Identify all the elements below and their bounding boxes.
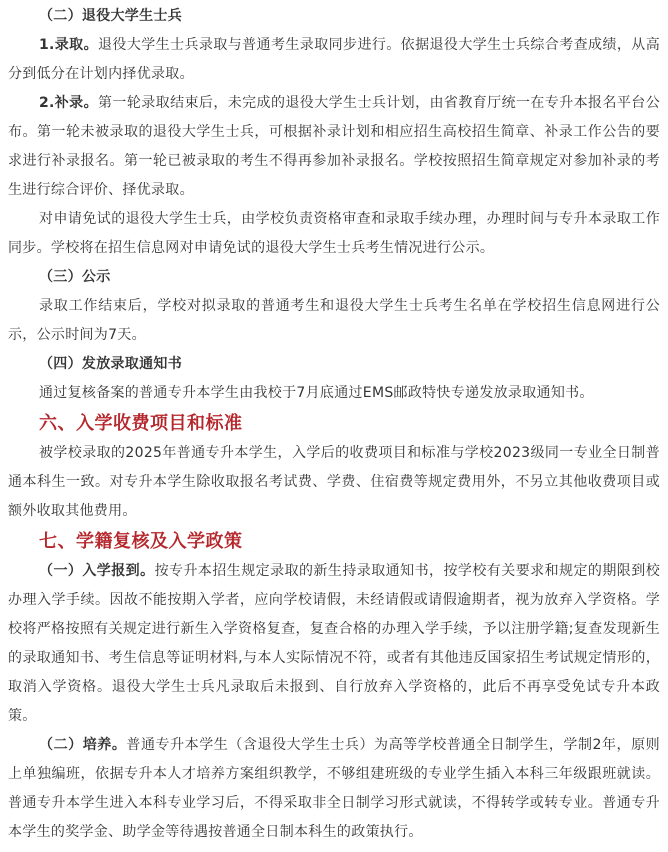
paragraph-notice: 通过复核备案的普通专升本学生由我校于7月底通过EMS邮政特快专递发放录取通知书。 xyxy=(39,385,594,401)
paragraph-lead: （一）入学报到。 xyxy=(39,563,155,579)
section-heading-enrollment: 七、学籍复核及入学政策 xyxy=(39,531,243,552)
subsection-title-veterans: （二）退役大学生士兵 xyxy=(39,8,182,24)
section-6 xyxy=(8,409,660,526)
paragraph-training xyxy=(8,731,660,847)
paragraph-body: 按专升本招生规定录取的新生持录取通知书，按学校有关要求和规定的期限到校办理入学手续。因故不能按期入学者，应向学校请假，未经请假或请假逾期者，视为放弃入学资格。学校将严格按照有关规定进行新生入学资格复查，复查合格的办理入学手续，予以注册学籍;复查发现新生的录取通知书、考生信息等证明材料,与本人实际情况不符，或者有其他违反国家招生考试规定情形的，取消入学资格。退役大学生士兵凡录取后未报到、自行放弃入学资格的，此后不再享受免试专升本政策。 xyxy=(8,563,660,724)
paragraph-lead: 1.录取。 xyxy=(39,37,99,53)
section-5-continuation xyxy=(8,2,660,408)
section-heading-fees: 六、入学收费项目和标准 xyxy=(39,413,243,434)
subsection-title-notice: （四）发放录取通知书 xyxy=(39,356,182,372)
section-7 xyxy=(8,527,660,847)
paragraph-admission xyxy=(8,31,660,89)
paragraph-registration xyxy=(8,557,660,731)
paragraph-exemption: 对申请免试的退役大学生士兵，由学校负责资格审查和录取手续办理，办理时间与专升本录取工作同步。学校将在招生信息网对申请免试的退役大学生士兵考生情况进行公示。 xyxy=(8,211,660,256)
paragraph-body: 退役大学生士兵录取与普通考生录取同步进行。依据退役大学生士兵综合考查成绩，从高分到低分在计划内择优录取。 xyxy=(8,37,660,82)
paragraph-publicity: 录取工作结束后，学校对拟录取的普通考生和退役大学生士兵考生名单在学校招生信息网进行公示，公示时间为7天。 xyxy=(8,298,660,343)
paragraph-body: 第一轮录取结束后，未完成的退役大学生士兵计划，由省教育厅统一在专升本报名平台公布。第一轮未被录取的退役大学生士兵，可根据补录计划和相应招生高校招生简章、补录工作公告的要求进行补录报名。第一轮已被录取的考生不得再参加补录报名。学校按照招生简章规定对参加补录的考生进行综合评价、择优录取。 xyxy=(8,95,660,198)
paragraph-body: 普通专升本学生（含退役大学生士兵）为高等学校普通全日制学生，学制2年，原则上单独编班，依据专升本人才培养方案组织教学，不够组建班级的专业学生插入本科三年级跟班就读。普通专升本学生进入本科专业学习后，不得采取非全日制学习形式就读，不得转学或转专业。普通专升本学生的奖学金、助学金等待遇按普通全日制本科生的政策执行。 xyxy=(8,737,660,840)
subsection-title-publicity: （三）公示 xyxy=(39,269,111,285)
paragraph-lead: （二）培养。 xyxy=(39,737,127,753)
paragraph-lead: 2.补录。 xyxy=(39,95,99,111)
paragraph-supplementary-admission xyxy=(8,89,660,205)
paragraph-fees: 被学校录取的2025年普通专升本学生，入学后的收费项目和标准与学校2023级同一专业全日制普通本科生一致。对专升本学生除收取报名考试费、学费、住宿费等规定费用外，不另立其他收费项目或额外收取其他费用。 xyxy=(8,445,660,519)
